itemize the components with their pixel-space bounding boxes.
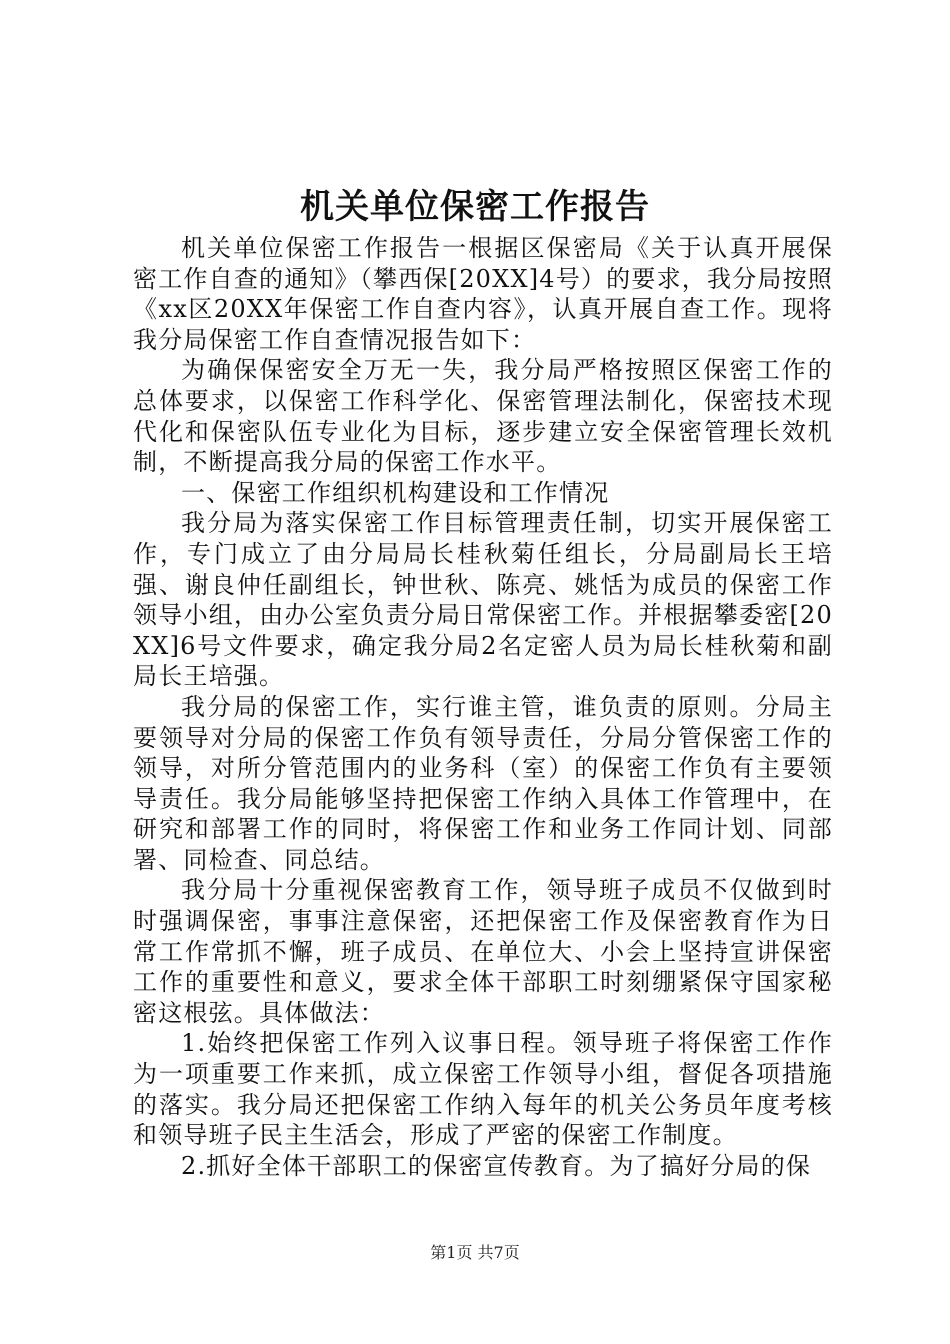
paragraph-item-2: 2.抓好全体干部职工的保密宣传教育。为了搞好分局的保 [181,1151,812,1180]
page-number-footer: 第1页 共7页 [430,1243,520,1262]
paragraph-organization: 我分局为落实保密工作目标管理责任制，切实开展保密工作，专门成立了由分局局长桂秋菊任组长，分局副局长王培强、谢良仲任副组长，钟世秋、陈亮、姚恬为成员的保密工作领导小组，由办公室负责分局日常保密工作。并根据攀委密[20XX]6号文件要求，确定我分局2名定密人员为局长桂秋菊和副局长王培强。 [133,509,833,691]
document-body [133,233,833,1181]
paragraph-education: 我分局十分重视保密教育工作，领导班子成员不仅做到时时强调保密，事事注意保密，还把保密工作及保密教育作为日常工作常抓不懈，班子成员、在单位大、小会上坚持宣讲保密工作的重要性和意义，要求全体干部职工时刻绷紧保守国家秘密这根弦。具体做法： [133,876,833,1027]
document-title: 机关单位保密工作报告 [300,187,650,227]
paragraph-responsibility: 我分局的保密工作，实行谁主管，谁负责的原则。分局主要领导对分局的保密工作负有领导责任，分局分管保密工作的领导，对所分管范围内的业务科（室）的保密工作负有主要领导责任。我分局能够坚持把保密工作纳入具体工作管理中，在研究和部署工作的同时，将保密工作和业务工作同计划、同部署、同检查、同总结。 [133,692,833,874]
paragraph-item-1: 1.始终把保密工作列入议事日程。领导班子将保密工作作为一项重要工作来抓，成立保密工作领导小组，督促各项措施的落实。我分局还把保密工作纳入每年的机关公务员年度考核和领导班子民主生活会，形成了严密的保密工作制度。 [133,1029,833,1150]
paragraph-goal: 为确保保密安全万无一失，我分局严格按照区保密工作的总体要求，以保密工作科学化、保密管理法制化，保密技术现代化和保密队伍专业化为目标，逐步建立安全保密管理长效机制，不断提高我分局的保密工作水平。 [133,356,833,477]
paragraph-intro: 机关单位保密工作报告一根据区保密局《关于认真开展保密工作自查的通知》（攀西保[20XX]4号）的要求，我分局按照《xx区20XX年保密工作自查内容》，认真开展自查工作。现将我分局保密工作自查情况报告如下： [133,234,833,354]
section-heading-1: 一、保密工作组织机构建设和工作情况 [181,478,610,507]
